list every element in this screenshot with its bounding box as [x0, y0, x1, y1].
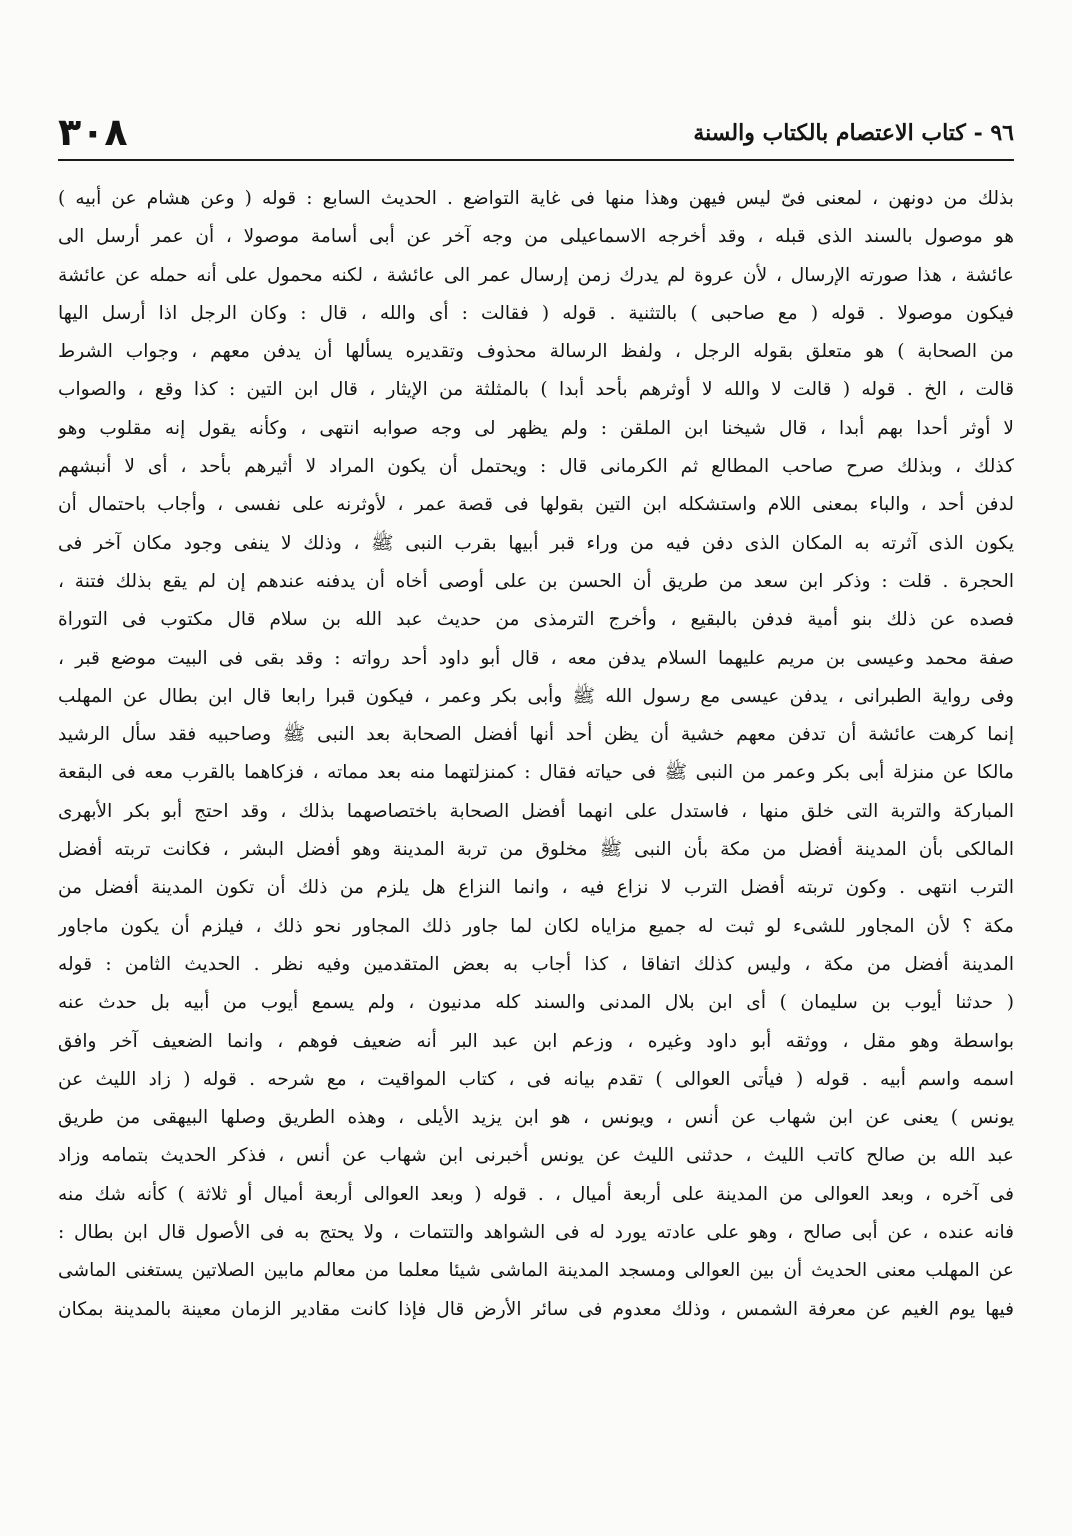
text-line: وفى رواية الطبرانى ، يدفن عيسى مع رسول الله ﷺ وأبى بكر وعمر ، فيكون قبرا رابعا قال ابن بطال عن المهلب	[58, 685, 1014, 707]
text-line: يونس ) يعنى عن ابن شهاب عن أنس ، ويونس ، هو ابن يزيد الأيلى ، وهذه الطريق وصلها البيهقى من طريق	[58, 1107, 1014, 1129]
running-title: ٩٦ - كتاب الاعتصام بالكتاب والسنة	[693, 120, 1014, 146]
text-line: فيها يوم الغيم عن معرفة الشمس ، وذلك معدوم فى سائر الأرض قال فإذا كانت مقادير الزمان معينة بالمدينة بمكان	[58, 1298, 1014, 1320]
text-line: عائشة ، هذا صورته الإرسال ، لأن عروة لم يدرك زمن إرسال عمر الى عائشة ، لكنه محمول على أنه حمله عن عائشة	[58, 264, 1014, 286]
text-line: بواسطة وهو مقل ، ووثقه أبو داود وغيره ، وزعم ابن عبد البر أنه ضعيف فوهم ، وانما الضعيف آخر وافق	[58, 1030, 1014, 1052]
text-line: هو موصول بالسند الذى قبله ، وقد أخرجه الاسماعيلى من وجه آخر عن أبى أسامة موصولا ، أن عمر أرسل الى	[58, 226, 1014, 248]
text-line: فانه عنده ، عن أبى صالح ، وهو على عادته يورد له فى الشواهد والتتمات ، ولا يحتج به فى الأصول قال ابن بطال :	[58, 1222, 1014, 1244]
text-line: المالكى بأن المدينة أفضل من مكة بأن النبى ﷺ مخلوق من تربة المدينة وهو أفضل البشر ، فكانت تربته أفضل	[58, 839, 1014, 861]
text-line: لدفن أحد ، والباء بمعنى اللام واستشكله ابن التين بقولها فى قصة عمر ، لأوثرنه على نفسى ، وأجاب باحتمال أن	[58, 494, 1014, 516]
text-line: إنما كرهت عائشة أن تدفن معهم خشية أن يظن أحد أنها أفضل الصحابة بعد النبى ﷺ وصاحبيه فقد سأل الرشيد	[58, 724, 1014, 746]
text-line: فيكون موصولا . قوله ( مع صاحبى ) بالتثنية . قوله ( فقالت : أى والله ، قال : وكان الرجل اذا أرسل اليها	[58, 302, 1014, 324]
text-line: الترب انتهى . وكون تربته أفضل الترب لا نزاع فيه ، وانما النزاع هل يلزم من ذلك أن تكون المدينة أفضل من	[58, 877, 1014, 899]
text-line: لا أوثر أحدا بهم أبدا ، قال شيخنا ابن الملقن : ولم يظهر لى وجه صوابه انتهى ، وكأنه يقول إنه مقلوب وهو	[58, 417, 1014, 439]
page-header	[58, 104, 1014, 152]
body-text	[58, 180, 1014, 1329]
text-line: الحجرة . قلت : وذكر ابن سعد من طريق أن الحسن بن على أوصى أخاه أن يدفنه عندهم إن لم يقع بذلك فتنة ،	[58, 570, 1014, 592]
header-rule	[58, 159, 1014, 161]
page-number: ٣٠٨	[58, 110, 128, 154]
text-line: المباركة والتربة التى خلق منها ، فاستدل على انهما أفضل الصحابة باختصاصهما بذلك ، وقد احتج أبو بكر الأبهرى	[58, 800, 1014, 822]
text-line: من الصحابة ) هو متعلق بقوله الرجل ، ولفظ الرسالة محذوف وتقديره يسألها أن يدفن معهم ، وجواب الشرط	[58, 341, 1014, 363]
text-line: فصده عن ذلك بنو أمية فدفن بالبقيع ، وأخرج الترمذى من حديث عبد الله بن سلام قال مكتوب فى التوراة	[58, 609, 1014, 631]
text-line: عبد الله بن صالح كاتب الليث ، حدثنى الليث عن يونس أخبرنى ابن شهاب عن أنس ، فذكر الحديث بتمامه وزاد	[58, 1145, 1014, 1167]
text-line: بذلك من دونهن ، لمعنى فىّ ليس فيهن وهذا منها فى غاية التواضع . الحديث السابع : قوله ( وعن هشام عن أبيه )	[58, 188, 1014, 209]
text-line: ( حدثنا أيوب بن سليمان ) أى ابن بلال المدنى والسند كله مدنيون ، ولم يسمع أيوب من أبيه بل حدث عنه	[58, 992, 1014, 1014]
text-line: المدينة أفضل من مكة ، وليس كذلك اتفاقا ، كذا أجاب به بعض المتقدمين وفيه نظر . الحديث الثامن : قوله	[58, 953, 1014, 975]
text-line: مكة ؟ لأن المجاور للشىء لو ثبت له جميع مزاياه لكان لما جاور ذلك المجاور نحو ذلك ، فيلزم أن يكون ماجاور	[58, 915, 1014, 937]
text-line: قالت ، الخ . قوله ( قالت لا والله لا أوثرهم بأحد أبدا ) بالمثلثة من الإيثار ، قال ابن التين : كذا وقع ، والصواب	[58, 379, 1014, 401]
text-line: فى آخره ، وبعد العوالى من المدينة على أربعة أميال ، . قوله ( وبعد العوالى أربعة أميال أو ثلاثة ) كأنه شك منه	[58, 1183, 1014, 1205]
text-line: يكون الذى آثرته به المكان الذى دفن فيه من وراء قبر أبيها بقرب النبى ﷺ ، وذلك لا ينفى وجود مكان آخر فى	[58, 532, 1014, 554]
text-line: مالكا عن منزلة أبى بكر وعمر من النبى ﷺ فى حياته فقال : كمنزلتهما منه بعد مماته ، فزكاهما بالقرب معه فى البقعة	[58, 762, 1014, 784]
text-line: كذلك ، وبذلك صرح صاحب المطالع ثم الكرمانى قال : ويحتمل أن يكون المراد لا أثيرهم بأحد ، أى لا أنبشهم	[58, 456, 1014, 478]
text-line: عن المهلب معنى الحديث أن بين العوالى ومسجد المدينة الماشى شيئا معلما من معالم مابين الصلاتين يستغنى الماشى	[58, 1260, 1014, 1282]
text-line: اسمه واسم أبيه . قوله ( فيأتى العوالى ) تقدم بيانه فى ، كتاب المواقيت ، مع شرحه . قوله ( زاد الليث عن	[58, 1068, 1014, 1090]
text-line: صفة محمد وعيسى بن مريم عليهما السلام يدفن معه ، قال أبو داود أحد رواته : وقد بقى فى البيت موضع قبر ،	[58, 647, 1014, 669]
